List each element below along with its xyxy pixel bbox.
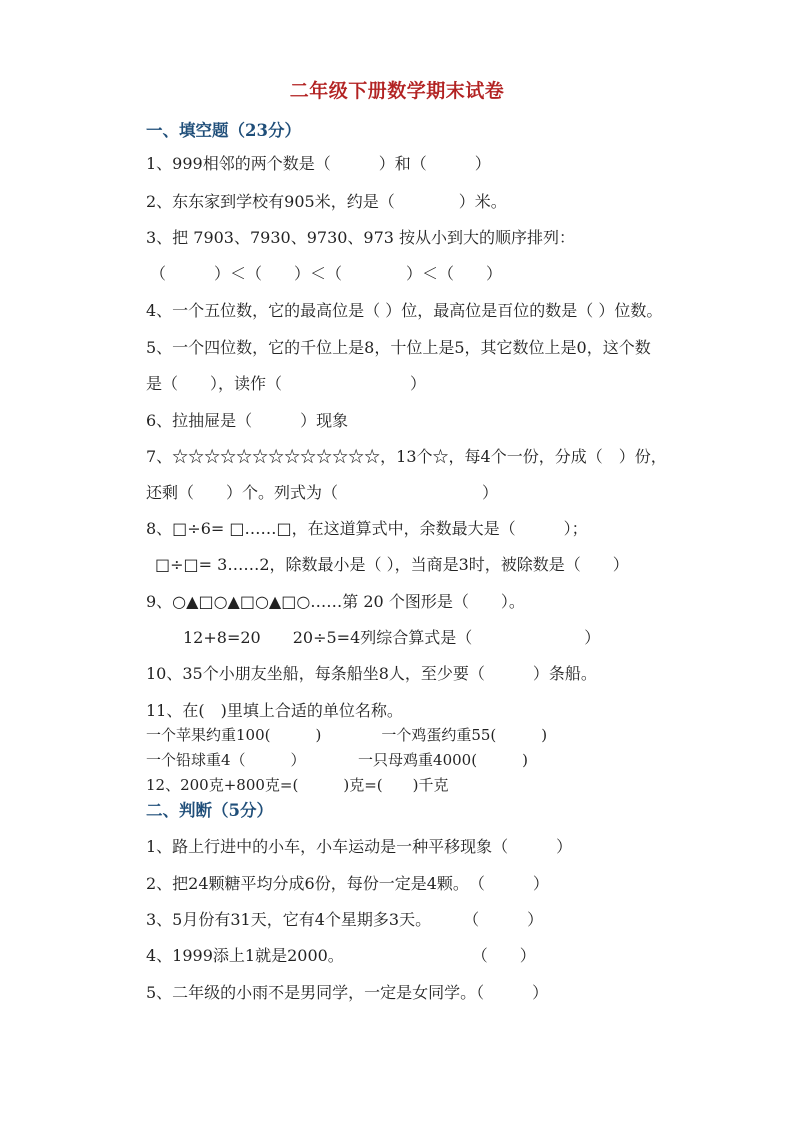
question-2-1: 1、路上行进中的小车，小车运动是一种平移现象（ ） <box>146 837 573 856</box>
question-2-3: 3、5月份有31天，它有4个星期多3天。 （ ） <box>146 910 544 929</box>
section-heading-true-false: 二、判断（5分） <box>146 801 273 820</box>
question-1-11: 11、在( )里填上合适的单位名称。 <box>146 701 403 720</box>
question-1-1: 1、999相邻的两个数是（ ）和（ ） <box>146 154 491 173</box>
question-1-11-row-2: 一个铅球重4（ ） 一只母鸡重4000( ) <box>146 751 528 769</box>
question-2-4: 4、1999添上1就是2000。 （ ） <box>146 946 536 965</box>
question-1-8: 8、□÷6= □……□，在这道算式中，余数最大是（ ）； <box>146 519 588 538</box>
question-1-10: 10、35个小朋友坐船，每条船坐8人，至少要（ ）条船。 <box>146 664 597 683</box>
question-1-5: 5、一个四位数，它的千位上是8，十位上是5，其它数位上是0，这个数 <box>146 338 651 357</box>
question-1-4: 4、一个五位数，它的最高位是（ ）位，最高位是百位的数是（ ）位数。 <box>146 301 663 320</box>
question-1-12: 12、200克+800克=( )克=( )千克 <box>146 776 449 794</box>
question-1-11-row-1: 一个苹果约重100( ) 一个鸡蛋约重55( ) <box>146 726 548 744</box>
question-1-9-sub: 12+8=20 20÷5=4列综合算式是（ ） <box>183 628 601 647</box>
question-1-9: 9、○▲□○▲□○▲□○……第 20 个图形是（ ）。 <box>146 592 525 611</box>
question-1-3: 3、把 7903、7930、9730、973 按从小到大的顺序排列： <box>146 228 576 247</box>
section-heading-fill-in: 一、填空题（23分） <box>146 121 301 140</box>
question-1-5-cont: 是（ ），读作（ ） <box>146 374 427 393</box>
page-title: 二年级下册数学期末试卷 <box>289 80 505 102</box>
question-2-2: 2、把24颗糖平均分成6份，每份一定是4颗。 （ ） <box>146 874 549 893</box>
question-1-6: 6、拉抽屉是（ ）现象 <box>146 411 349 430</box>
question-1-7: 7、☆☆☆☆☆☆☆☆☆☆☆☆☆，13个☆，每4个一份，分成（ ）份， <box>146 447 667 466</box>
question-2-5: 5、二年级的小雨不是男同学，一定是女同学。（ ） <box>146 983 549 1002</box>
question-1-7-cont: 还剩（ ）个。列式为（ ） <box>146 483 499 502</box>
question-1-8-cont: □÷□= 3……2，除数最小是（ ），当商是3时，被除数是（ ） <box>155 555 629 574</box>
question-1-2: 2、东东家到学校有905米，约是（ ）米。 <box>146 192 507 211</box>
question-1-3-blanks: （ ）＜（ ）＜（ ）＜（ ） <box>150 264 503 283</box>
